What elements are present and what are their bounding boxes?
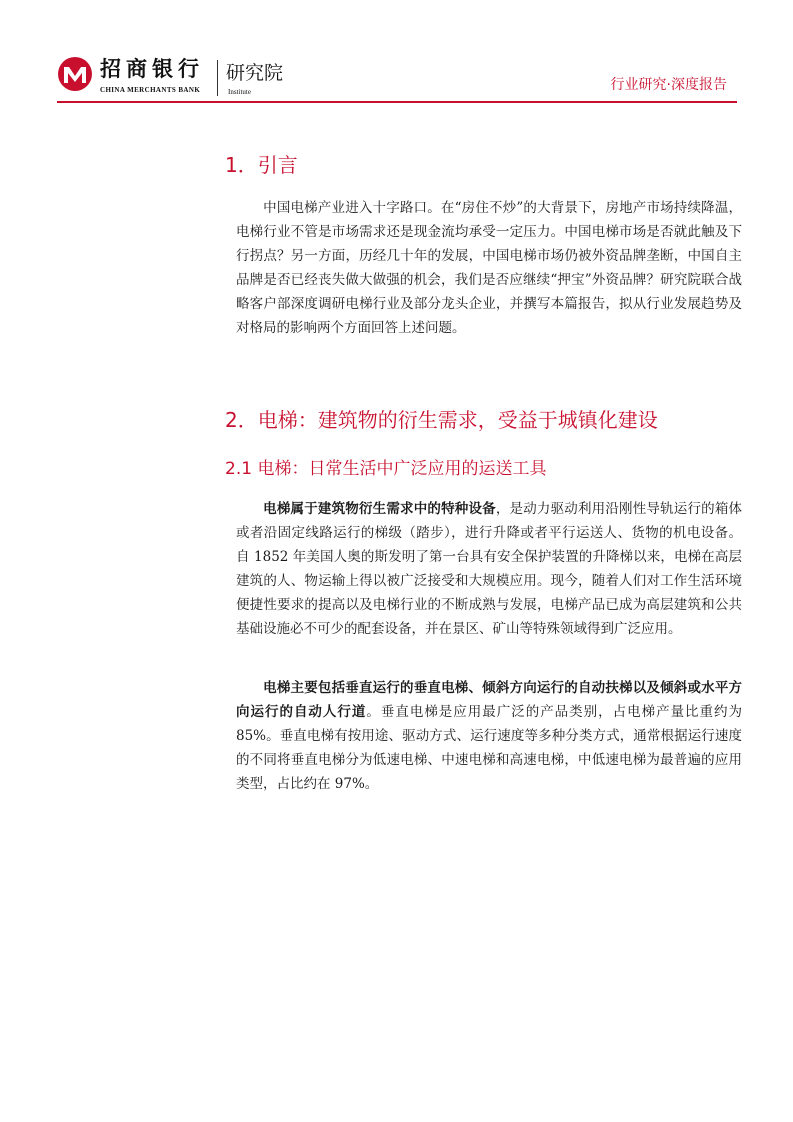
paragraph-2-emphasis: 电梯主要包括垂直运行的垂直电梯、倾斜方向运行的自动扶梯以及倾斜或水平方向运行的自动人行道	[236, 680, 742, 720]
section-2-1-paragraph-2	[236, 676, 742, 796]
section-2-heading: 2．电梯：建筑物的衍生需求，受益于城镇化建设	[225, 408, 658, 432]
header-divider	[57, 101, 737, 103]
section-2-1-heading: 2.1 电梯：日常生活中广泛应用的运送工具	[225, 459, 547, 479]
institute-name-cn: 研究院	[226, 62, 284, 84]
section-1-paragraph-text: 中国电梯产业进入十字路口。在“房住不炒”的大背景下，房地产市场持续降温，电梯行业不管是市场需求还是现金流均承受一定压力。中国电梯市场是否就此触及下行拐点？另一方面，历经几十年的发展，中国电梯市场仍被外资品牌垄断，中国自主品牌是否已经丧失做大做强的机会，我们是否应继续“押宝”外资品牌？研究院联合战略客户部深度调研电梯行业及部分龙头企业，并撰写本篇报告，拟从行业发展趋势及对格局的影响两个方面回答上述问题。	[236, 200, 742, 336]
bank-name-cn: 招商银行	[100, 57, 204, 81]
section-1-paragraph	[236, 196, 742, 340]
section-2-1-paragraph-1	[236, 497, 742, 641]
institute-name-en: Institute	[228, 88, 251, 96]
paragraph-1-emphasis: 电梯属于建筑物衍生需求中的特种设备	[263, 501, 496, 517]
page-header	[0, 0, 793, 100]
bank-name-en: CHINA MERCHANTS BANK	[100, 86, 201, 94]
report-type-label: 行业研究·深度报告	[610, 77, 727, 93]
logo-divider	[217, 60, 218, 96]
section-1-heading: 1．引言	[225, 153, 298, 177]
paragraph-1-text: ，是动力驱动利用沿刚性导轨运行的箱体或者沿固定线路运行的梯级（踏步），进行升降或者平行运送人、货物的机电设备。自 1852 年美国人奥的斯发明了第一台具有安全保护装置的升降梯以来，电梯在高层建筑的人、物运输上得以被广泛接受和大规模应用。现今，随着人们对工作生活环境便捷性要求的提高以及电梯行业的不断成熟与发展，电梯产品已成为高层建筑和公共基础设施必不可少的配套设备，并在景区、矿山等特殊领域得到广泛应用。	[236, 501, 743, 637]
cmb-logo-icon	[57, 56, 93, 92]
paragraph-2-text: 。垂直电梯是应用最广泛的产品类别，占电梯产量比重约为85%。垂直电梯有按用途、驱动方式、运行速度等多种分类方式，通常根据运行速度的不同将垂直电梯分为低速电梯、中速电梯和高速电梯，中低速电梯为最普遍的应用类型，占比约在 97%。	[236, 704, 743, 792]
